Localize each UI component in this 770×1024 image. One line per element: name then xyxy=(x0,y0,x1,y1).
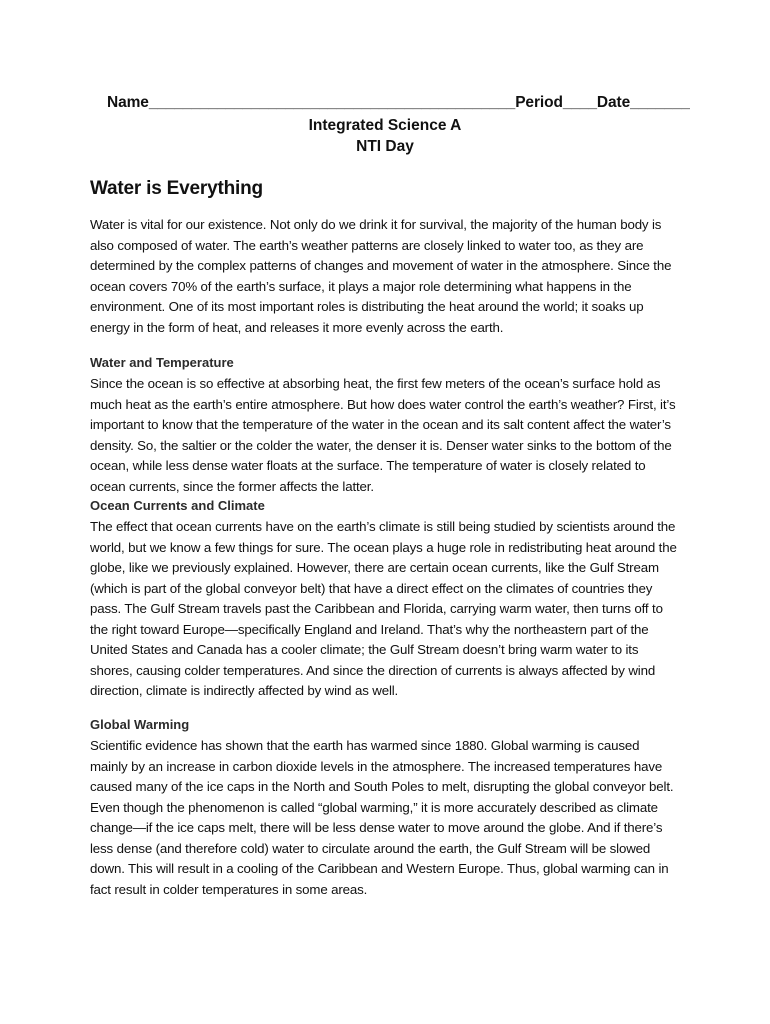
section-heading-water-temperature: Water and Temperature xyxy=(90,355,234,370)
section-heading-global-warming: Global Warming xyxy=(90,717,190,732)
name-period-date-line: Name___________________________________________Period____Date_______ xyxy=(107,94,690,111)
section-body-ocean-currents: The effect that ocean currents have on the earth’s climate is still being studied by scientists around the world, but we know a few things for sure. The ocean plays a huge role in redistributing heat around the globe, like we previously explained. However, there are certain ocean currents, like the Gulf Stream (which is part of the global conveyor belt) that have a direct effect on the climates of countries they pass. The Gulf Stream travels past the Caribbean and Florida, carrying warm water, then turns off to the right toward Europe—specifically England and Ireland. That’s why the northeastern part of the United States and Canada has a cooler climate; the Gulf Stream doesn’t bring warm water to its shores, causing colder temperatures. And since the direction of currents is always affected by wind direction, climate is indirectly affected by wind as well. xyxy=(90,519,677,698)
section-body-global-warming: Scientific evidence has shown that the earth has warmed since 1880. Global warming is caused mainly by an increase in carbon dioxide levels in the atmosphere. The increased temperatures have caused many of the ice caps in the North and South Poles to melt, disrupting the global conveyor belt. Even though the phenomenon is called “global warming,” it is more accurately described as climate change—if the ice caps melt, there will be less dense water to move around the globe. And if there’s less dense (and therefore cold) water to circulate around the earth, the Gulf Stream will be slowed down. This will result in a cooling of the Caribbean and Western Europe. Thus, global warming can in fact result in colder temperatures in some areas. xyxy=(90,738,674,897)
course-title: Integrated Science A xyxy=(308,117,462,134)
section-heading-ocean-currents: Ocean Currents and Climate xyxy=(90,498,265,513)
intro-paragraph: Water is vital for our existence. Not only do we drink it for survival, the majority of the human body is also composed of water. The earth’s weather patterns are closely linked to water too, as they are determined by the complex patterns of changes and movement of water in the atmosphere. Since the ocean covers 70% of the earth’s surface, it plays a major role determining what happens in the environment. One of its most important roles is distributing the heat around the world; it soaks up energy in the form of heat, and releases it more evenly across the earth. xyxy=(90,217,672,335)
section-body-water-temperature: Since the ocean is so effective at absorbing heat, the first few meters of the ocean’s surface hold as much heat as the earth’s entire atmosphere. But how does water control the earth’s weather? First, it’s important to know that the temperature of the water in the ocean and its salt content affect the water’s density. So, the saltier or the colder the water, the denser it is. Denser water sinks to the bottom of the ocean, while less dense water floats at the surface. The temperature of water is closely related to ocean currents, since the former affects the latter. xyxy=(90,376,676,494)
document-title: Water is Everything xyxy=(90,178,263,199)
day-title: NTI Day xyxy=(356,138,414,155)
